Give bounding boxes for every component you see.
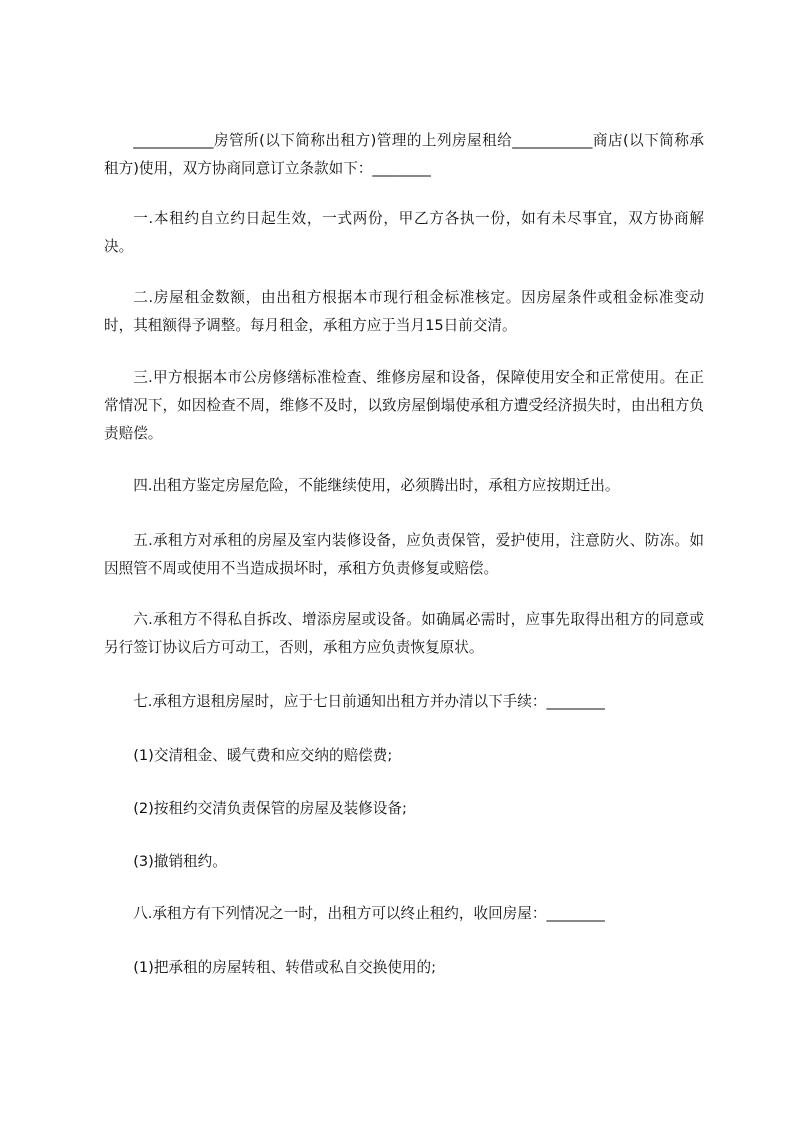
clause-4-paragraph: 四.出租方鉴定房屋危险，不能继续使用，必须腾出时，承租方应按期迁出。	[133, 477, 620, 494]
clause-7-item-3: (3)撤销租约。	[133, 853, 227, 870]
clause-8-item-1: (1)把承租的房屋转租、转借或私自交换使用的;	[133, 959, 437, 976]
clause-6-paragraph: 六.承租方不得私自拆改、增添房屋或设备。如确属必需时，应事先取得出租方的同意或另行签订协议后方可动工，否则，承租方应负责恢复原状。	[104, 611, 704, 656]
clause-2-paragraph: 二.房屋租金数额，由出租方根据本市现行租金标准核定。因房屋条件或租金标准变动时，其租额得予调整。每月租金，承租方应于当月15日前交清。	[104, 289, 704, 334]
clause-7-paragraph: 七.承租方退租房屋时，应于七日前通知出租方并办清以下手续：________	[133, 693, 605, 710]
clause-3-paragraph: 三.甲方根据本市公房修缮标准检查、维修房屋和设备，保障使用安全和正常使用。在正常情况下，如因检查不周，维修不及时，以致房屋倒塌使承租方遭受经济损失时，由出租方负责赔偿。	[104, 369, 704, 442]
clause-7-item-1: (1)交清租金、暖气费和应交纳的赔偿费;	[133, 747, 393, 764]
clause-5-paragraph: 五.承租方对承租的房屋及室内装修设备，应负责保管，爱护使用，注意防火、防冻。如因照管不周或使用不当造成损坏时，承租方负责修复或赔偿。	[104, 532, 704, 577]
clause-1-paragraph: 一.本租约自立约日起生效，一式两份，甲乙方各执一份，如有未尽事宜，双方协商解决。	[104, 210, 704, 255]
clause-8-paragraph: 八.承租方有下列情况之一时，出租方可以终止租约，收回房屋：________	[133, 905, 605, 922]
clause-7-item-2: (2)按租约交清负责保管的房屋及装修设备;	[133, 800, 407, 817]
intro-paragraph: ___________房管所(以下简称出租方)管理的上列房屋租给___________商店(以下简称承租方)使用，双方协商同意订立条款如下：________	[104, 132, 704, 177]
